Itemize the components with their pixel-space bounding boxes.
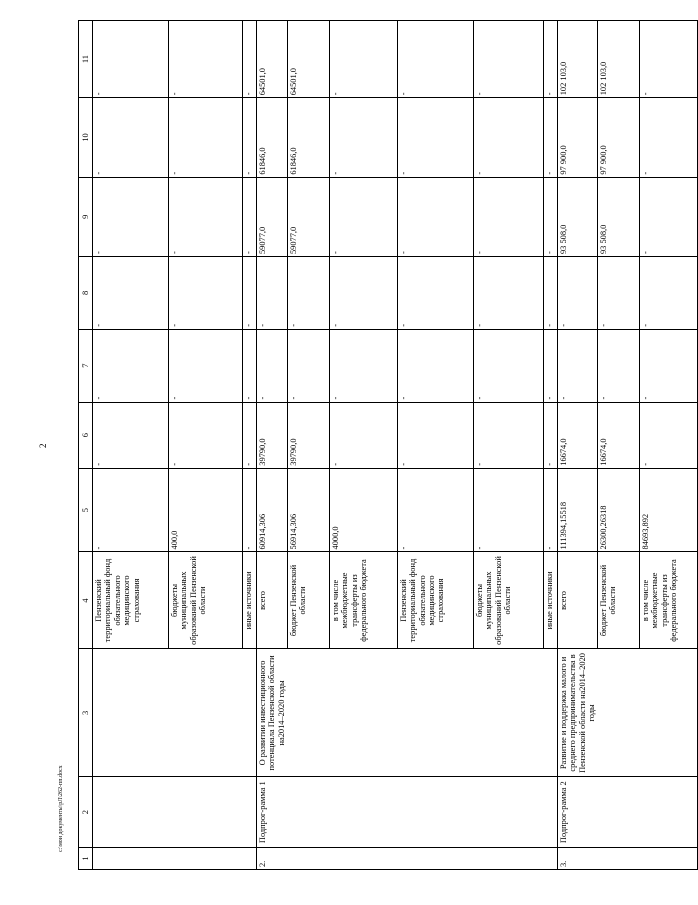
table-row [639, 21, 697, 870]
cell-col-3 [473, 649, 543, 777]
cell-col-2 [243, 777, 257, 848]
col-header-1: 1 [79, 847, 93, 869]
table-row [329, 21, 397, 870]
cell-col-9: - [473, 177, 543, 256]
cell-col-3 [169, 649, 243, 777]
cell-col-1 [243, 847, 257, 869]
cell-col-2 [93, 777, 169, 848]
cell-col-9: - [329, 177, 397, 256]
cell-col-11: - [93, 21, 169, 98]
cell-col-7: - [243, 329, 257, 402]
cell-col-10: - [169, 98, 243, 177]
cell-col-11: - [329, 21, 397, 98]
table-row [397, 21, 473, 870]
col-header-3: 3 [79, 649, 93, 777]
cell-col-10: 97 900,0 [557, 98, 597, 177]
cell-col-3 [397, 649, 473, 777]
table-row [557, 21, 597, 870]
cell-col-10: - [639, 98, 697, 177]
table-row [93, 21, 169, 870]
cell-col-7: - [397, 329, 473, 402]
cell-col-9: 59077,0 [287, 177, 329, 256]
cell-col-6: 39790,0 [287, 402, 329, 468]
cell-col-7: - [639, 329, 697, 402]
cell-col-1: 3. [557, 847, 597, 869]
cell-col-11: - [473, 21, 543, 98]
cell-col-7: - [329, 329, 397, 402]
col-header-4: 4 [79, 552, 93, 649]
cell-col-4: Пензенский территориальный фонд обязательного медицинского страхования [397, 552, 473, 649]
cell-col-6: - [329, 402, 397, 468]
cell-col-2 [329, 777, 397, 848]
cell-col-10: - [473, 98, 543, 177]
cell-col-6: - [397, 402, 473, 468]
cell-col-4: бюджеты муниципальных образований Пензенской области [169, 552, 243, 649]
cell-col-2 [543, 777, 557, 848]
cell-col-8: - [639, 257, 697, 330]
cell-col-8: - [597, 257, 639, 330]
cell-col-3 [639, 649, 697, 777]
cell-col-3: О развитии инвестиционного потенциала Пензенской области на2014–2020 годы [257, 649, 288, 777]
cell-col-4: бюджет Пензенской области [597, 552, 639, 649]
cell-col-3: Развитие и поддержка малого и среднего предпринимательства в Пензенской области на2014–2020 годы [557, 649, 597, 777]
cell-col-1 [93, 847, 169, 869]
cell-col-6: - [243, 402, 257, 468]
cell-col-1 [169, 847, 243, 869]
cell-col-7: - [543, 329, 557, 402]
cell-col-9: 59077,0 [257, 177, 288, 256]
cell-col-11: 102 103,0 [597, 21, 639, 98]
cell-col-5: 60914,306 [257, 468, 288, 552]
cell-col-1 [329, 847, 397, 869]
cell-col-4: в том числе межбюджетные трансферты из федерального бюджета [329, 552, 397, 649]
cell-col-9: - [543, 177, 557, 256]
cell-col-8: - [543, 257, 557, 330]
col-header-7: 7 [79, 329, 93, 402]
cell-col-8: - [287, 257, 329, 330]
cell-col-2 [597, 777, 639, 848]
cell-col-4: бюджет Пензенской области [287, 552, 329, 649]
cell-col-2: Подпрог-рамма 2 [557, 777, 597, 848]
cell-col-10: - [93, 98, 169, 177]
cell-col-7: - [257, 329, 288, 402]
cell-col-8: - [257, 257, 288, 330]
cell-col-1 [543, 847, 557, 869]
cell-col-5: - [397, 468, 473, 552]
cell-col-8: - [397, 257, 473, 330]
cell-col-9: - [397, 177, 473, 256]
cell-col-7: - [287, 329, 329, 402]
table-row [287, 21, 329, 870]
cell-col-10: - [243, 98, 257, 177]
table-row [543, 21, 557, 870]
page-number: 2 [38, 443, 48, 448]
cell-col-4: бюджеты муниципальных образований Пензенской области [473, 552, 543, 649]
cell-col-2 [639, 777, 697, 848]
cell-col-7: - [473, 329, 543, 402]
cell-col-9: - [243, 177, 257, 256]
cell-col-1 [397, 847, 473, 869]
cell-col-11: 102 103,0 [557, 21, 597, 98]
col-header-10: 10 [79, 98, 93, 177]
cell-col-6: 39790,0 [257, 402, 288, 468]
cell-col-6: - [543, 402, 557, 468]
cell-col-9: - [169, 177, 243, 256]
table-row [257, 21, 288, 870]
cell-col-2: Подпрог-рамма 1 [257, 777, 288, 848]
cell-col-11: - [243, 21, 257, 98]
cell-col-8: - [243, 257, 257, 330]
cell-col-5: - [93, 468, 169, 552]
cell-col-5: - [473, 468, 543, 552]
budget-table [78, 20, 698, 870]
cell-col-1 [597, 847, 639, 869]
cell-col-4: Пензенский территориальный фонд обязательного медицинского страхования [93, 552, 169, 649]
cell-col-8: - [329, 257, 397, 330]
col-header-9: 9 [79, 177, 93, 256]
cell-col-9: - [639, 177, 697, 256]
col-header-5: 5 [79, 468, 93, 552]
cell-col-8: - [473, 257, 543, 330]
cell-col-11: - [543, 21, 557, 98]
cell-col-4: в том числе межбюджетные трансферты из федерального бюджета [639, 552, 697, 649]
cell-col-3 [597, 649, 639, 777]
cell-col-3 [243, 649, 257, 777]
cell-col-10: - [543, 98, 557, 177]
cell-col-2 [169, 777, 243, 848]
cell-col-6: - [93, 402, 169, 468]
header-row [79, 21, 93, 870]
col-header-11: 11 [79, 21, 93, 98]
cell-col-4: иные источники [243, 552, 257, 649]
cell-col-5: 4000,0 [329, 468, 397, 552]
cell-col-5: - [543, 468, 557, 552]
cell-col-8: - [169, 257, 243, 330]
cell-col-11: 64501,0 [287, 21, 329, 98]
cell-col-7: - [597, 329, 639, 402]
cell-col-7: - [557, 329, 597, 402]
cell-col-4: иные источники [543, 552, 557, 649]
col-header-6: 6 [79, 402, 93, 468]
cell-col-5: 26300,26318 [597, 468, 639, 552]
table-row [473, 21, 543, 870]
cell-col-6: - [639, 402, 697, 468]
cell-col-3 [287, 649, 329, 777]
cell-col-4: всего [257, 552, 288, 649]
cell-col-10: - [329, 98, 397, 177]
cell-col-11: - [169, 21, 243, 98]
cell-col-2 [397, 777, 473, 848]
cell-col-6: 16674,0 [557, 402, 597, 468]
cell-col-10: - [397, 98, 473, 177]
cell-col-11: 64501,0 [257, 21, 288, 98]
cell-col-8: - [557, 257, 597, 330]
cell-col-5: 56914,306 [287, 468, 329, 552]
cell-col-1 [287, 847, 329, 869]
footer-file-path: c:\мои документы\рЛ\262-пп.docx [58, 765, 64, 852]
cell-col-10: 61846,0 [287, 98, 329, 177]
rotated-table-container [78, 20, 679, 870]
table-row [169, 21, 243, 870]
table-row [243, 21, 257, 870]
cell-col-1 [639, 847, 697, 869]
col-header-2: 2 [79, 777, 93, 848]
cell-col-1 [473, 847, 543, 869]
cell-col-2 [287, 777, 329, 848]
cell-col-11: - [639, 21, 697, 98]
cell-col-9: 93 508,0 [597, 177, 639, 256]
cell-col-7: - [93, 329, 169, 402]
cell-col-3 [543, 649, 557, 777]
cell-col-9: - [93, 177, 169, 256]
cell-col-6: - [473, 402, 543, 468]
cell-col-10: 97 900,0 [597, 98, 639, 177]
cell-col-11: - [397, 21, 473, 98]
cell-col-3 [329, 649, 397, 777]
cell-col-4: всего [557, 552, 597, 649]
col-header-8: 8 [79, 257, 93, 330]
cell-col-2 [473, 777, 543, 848]
cell-col-5: 111394,15518 [557, 468, 597, 552]
cell-col-5: 84693,892 [639, 468, 697, 552]
table-row [597, 21, 639, 870]
cell-col-9: 93 508,0 [557, 177, 597, 256]
cell-col-5: - [243, 468, 257, 552]
cell-col-10: 61846,0 [257, 98, 288, 177]
cell-col-5: 400,0 [169, 468, 243, 552]
cell-col-8: - [93, 257, 169, 330]
cell-col-1: 2. [257, 847, 288, 869]
cell-col-6: - [169, 402, 243, 468]
cell-col-6: 16674,0 [597, 402, 639, 468]
cell-col-7: - [169, 329, 243, 402]
cell-col-3 [93, 649, 169, 777]
